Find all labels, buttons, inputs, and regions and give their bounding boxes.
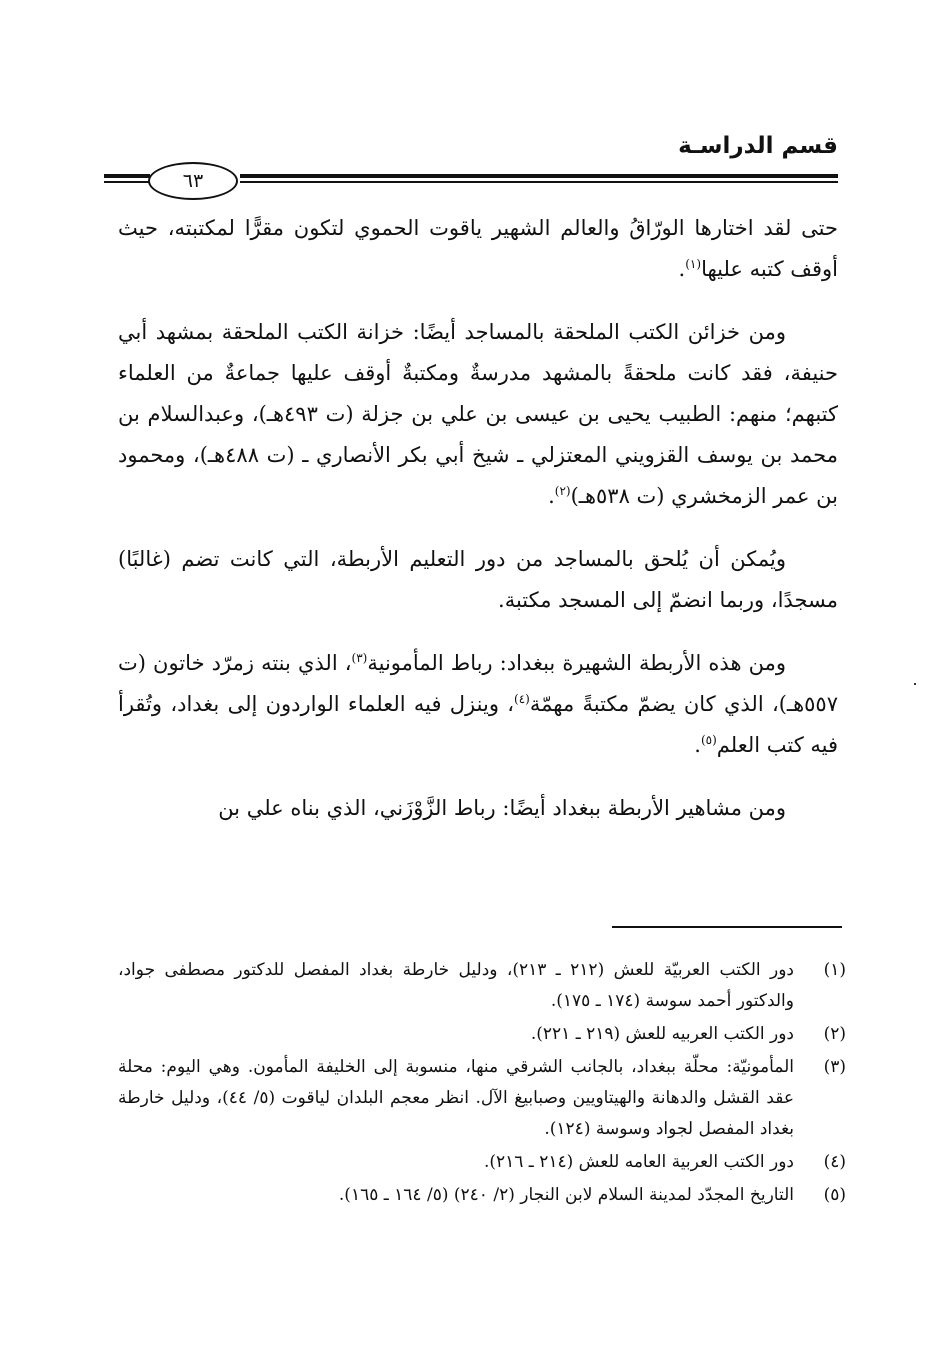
header-rule-right-thin (240, 181, 838, 183)
footnote-ref-5[interactable]: (٥) (700, 733, 717, 747)
footnote-number: (٣) (823, 1057, 846, 1077)
footnote-number: (٥) (823, 1185, 846, 1205)
footnote-ref-4[interactable]: (٤) (514, 692, 530, 706)
header-rule-left-thick (104, 174, 150, 178)
footnote-text: دور الكتب العربيّة للعش (٢١٢ ـ ٢١٣)، ودليل خارطة بغداد المفصل للدكتور مصطفى جواد، والدكتور أحمد سوسة (١٧٤ ـ ١٧٥). (118, 960, 794, 1011)
footnote-item (118, 1180, 846, 1211)
footnote-text: دور الكتب العربيه للعش (٢١٩ ـ ٢٢١). (530, 1024, 794, 1044)
footnote-item (118, 1019, 846, 1050)
footnote-separator (612, 926, 842, 928)
footnotes (118, 955, 846, 1213)
paragraph-5: ومن مشاهير الأربطة ببغداد أيضًا: رباط الزَّوْزَني، الذي بناه علي بن (218, 796, 786, 820)
paragraph-4-text-b: ، الذي بنته زمرّد خاتون (ت ٥٥٧هـ)، الذي كان يضمّ مكتبةً مهمّة (118, 651, 838, 716)
paragraph-2-text: ومن خزائن الكتب الملحقة بالمساجد أيضًا: خزانة الكتب الملحقة بمشهد أبي حنيفة، فقد كانت ملحقةً بالمشهد مدرسةٌ ومكتبةٌ أوقف عليها جماعةٌ من العلماء كتبهم؛ منهم: الطبيب يحيى بن عيسى بن علي بن جزلة (ت ٤٩٣هـ)، وعبدالسلام بن محمد بن يوسف القزويني المعتزلي ـ شيخ أبي بكر الأنصاري ـ (ت ٤٨٨هـ)، ومحمود بن عمر الزمخشري (ت ٥٣٨هـ) (118, 320, 838, 508)
footnote-text: دور الكتب العربية العامه للعش (٢١٤ ـ ٢١٦). (483, 1152, 794, 1172)
footnote-ref-3[interactable]: (٣) (351, 651, 368, 665)
header-rule-right-thick (240, 174, 838, 178)
paragraph-1-text: حتى لقد اختارها الورّاقُ والعالم الشهير ياقوت الحموي لتكون مقرًّا لمكتبته، حيث أوقف كتبه عليها (118, 216, 838, 281)
footnote-ref-1[interactable]: (١) (685, 257, 702, 271)
paragraph-4-end: . (694, 733, 701, 757)
footnote-item (118, 1147, 846, 1178)
footnote-number: (٢) (823, 1024, 846, 1044)
footnote-number: (٤) (823, 1152, 846, 1172)
header-rule-left-thin (104, 181, 150, 183)
paragraph-2-end: . (548, 484, 555, 508)
page-number: ٦٣ (148, 162, 238, 200)
section-title: قسم الدراسـة (678, 133, 838, 159)
scan-speck (914, 683, 916, 685)
footnote-item (118, 955, 846, 1017)
paragraph-4-text-a: ومن هذه الأربطة الشهيرة ببغداد: رباط المأمونية (367, 651, 786, 675)
paragraph-4-text-c: ، وينزل فيه العلماء الواردون إلى بغداد، وتُقرأ فيه كتب العلم (118, 692, 838, 757)
paragraph-4 (118, 643, 838, 766)
footnote-ref-2[interactable]: (٢) (554, 484, 571, 498)
footnote-number: (١) (823, 960, 846, 980)
footnote-item (118, 1052, 846, 1145)
paragraph-1-end: . (678, 257, 686, 281)
paragraph-3: ويُمكن أن يُلحق بالمساجد من دور التعليم الأربطة، التي كانت تضم (غالبًا) مسجدًا، وربما انضمّ إلى المسجد مكتبة. (118, 547, 838, 612)
footnote-text: المأمونيّة: محلّة ببغداد، بالجانب الشرقي منها، منسوبة إلى الخليفة المأمون. وهي اليوم: محلة عقد القشل والدهانة والهيتاويين وصبابيغ الآل. انظر معجم البلدان لياقوت (٥/ ٤٤)، ودليل خارطة بغداد المفصل لجواد وسوسة (١٢٤). (118, 1057, 794, 1139)
paragraph-1 (118, 208, 838, 290)
paragraph-2 (118, 312, 838, 517)
main-text (118, 208, 838, 851)
footnote-text: التاريخ المجدّد لمدينة السلام لابن النجار (٢/ ٢٤٠) (٥/ ١٦٤ ـ ١٦٥). (338, 1185, 794, 1205)
